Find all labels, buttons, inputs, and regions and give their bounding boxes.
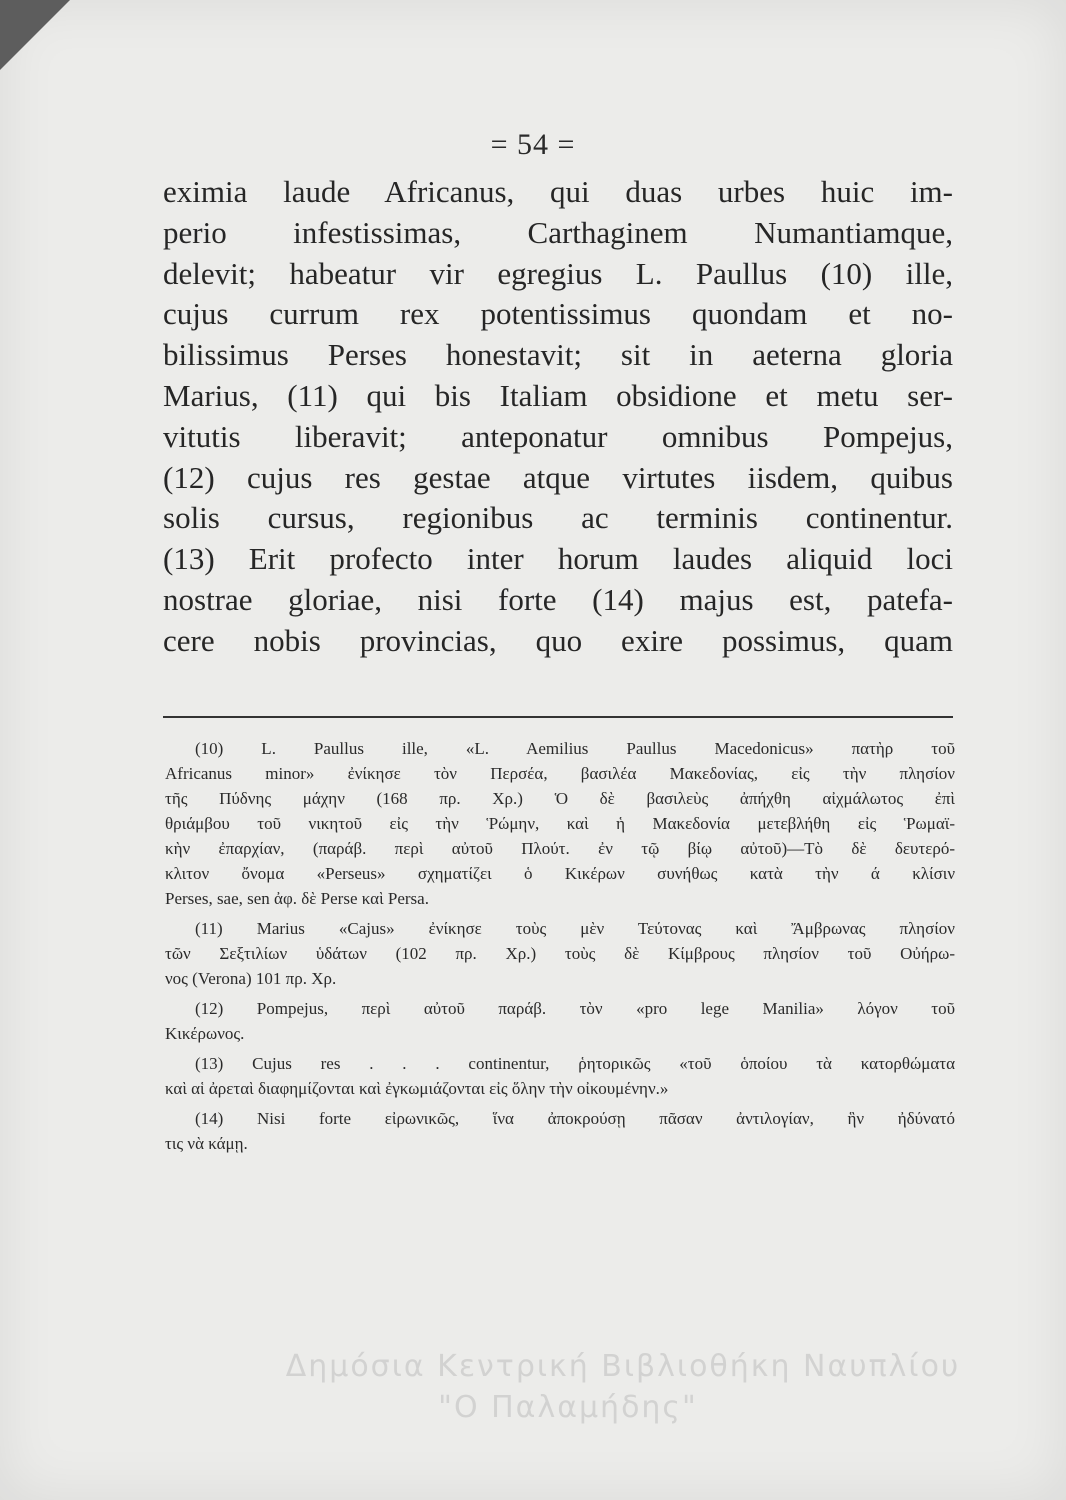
footnote-line: Perses, sae, sen ἀφ. δὲ Perse καὶ Persa.: [165, 889, 429, 908]
text-line: nostrae gloriae, nisi forte (14) majus est, patefa-: [163, 581, 953, 617]
footnote-line: (10) L. Paullus ille, «L. Aemilius Paullus Macedonicus» πατὴρ τοῦ: [195, 739, 955, 758]
footnote-divider: [163, 716, 953, 718]
footnote-line: Africanus minor» ἐνίκησε τὸν Περσέα, βασιλέα Μακεδονίας, εἰς τὴν πλησίον: [165, 764, 955, 783]
text-line: delevit; habeatur vir egregius L. Paullus (10) ille,: [163, 255, 953, 291]
library-watermark-line1: Δημόσια Κεντρική Βιβλιοθήκη Ναυπλίου: [285, 1349, 961, 1384]
footnote-line: Κικέρωνος.: [165, 1024, 245, 1043]
footnote-line: (11) Marius «Cajus» ἐνίκησε τοὺς μὲν Τεύτονας καὶ Ἄμβρωνας πλησίον: [195, 919, 955, 938]
main-text-block: [163, 172, 953, 662]
text-line: vitutis liberavit; anteponatur omnibus Pompejus,: [163, 418, 953, 454]
text-line: Marius, (11) qui bis Italiam obsidione et metu ser-: [163, 377, 953, 413]
text-line: perio infestissimas, Carthaginem Numantiamque,: [163, 214, 953, 250]
footnote-line: θριάμβου τοῦ νικητοῦ εἰς τὴν Ῥώμην, καὶ ἡ Μακεδονία μετεβλήθη εἰς Ῥωμαϊ-: [165, 814, 955, 833]
footnote-line: (14) Nisi forte εἰρωνικῶς, ἵνα ἀποκρούσῃ πᾶσαν ἀντιλογίαν, ἣν ἠδύνατό: [195, 1109, 955, 1128]
footnotes-block: [165, 736, 955, 1156]
library-watermark-line2: "Ο Παλαμήδης": [438, 1390, 698, 1425]
text-line: eximia laude Africanus, qui duas urbes huic im-: [163, 174, 953, 209]
text-line: solis cursus, regionibus ac terminis continentur.: [163, 500, 953, 536]
text-line: (13) Erit profecto inter horum laudes aliquid loci: [163, 541, 953, 577]
footnote-line: (12) Pompejus, περὶ αὐτοῦ παράβ. τὸν «pro lege Manilia» λόγον τοῦ: [195, 999, 955, 1018]
footnote-line: καὶ αἱ ἀρεταὶ διαφημίζονται καὶ ἐγκωμιάζονται εἰς ὅλην τὴν οἰκουμένην.»: [165, 1079, 669, 1098]
footnote-line: νος (Verona) 101 πρ. Χρ.: [165, 969, 337, 988]
page-corner-shadow: [0, 0, 70, 70]
footnote-line: κλιτον ὄνομα «Perseus» σχηματίζει ὁ Κικέρων συνήθως κατὰ τὴν ά κλίσιν: [165, 864, 955, 883]
footnote-line: τῶν Σεξτιλίων ὑδάτων (102 πρ. Χρ.) τοὺς δὲ Κίμβρους πλησίον τοῦ Οὐήρω-: [165, 944, 955, 963]
text-line: cere nobis provincias, quo exire possimus, quam: [163, 622, 953, 658]
text-line: cujus currum rex potentissimus quondam et no-: [163, 296, 953, 332]
footnote-line: κὴν ἐπαρχίαν, (παράβ. περὶ αὐτοῦ Πλούτ. ἐν τῷ βίῳ αὐτοῦ)—Τὸ δὲ δευτερό-: [165, 839, 955, 858]
text-line: bilissimus Perses honestavit; sit in aeterna gloria: [163, 337, 953, 373]
footnote-line: τις νὰ κάμῃ.: [165, 1134, 248, 1153]
page-number: = 54 =: [490, 128, 576, 161]
footnote-line: τῆς Πύδνης μάχην (168 πρ. Χρ.) Ὁ δὲ βασιλεὺς ἀπήχθη αἰχμάλωτος ἐπὶ: [165, 789, 955, 808]
footnote-line: (13) Cujus res . . . continentur, ῥητορικῶς «τοῦ ὁποίου τὰ κατορθώματα: [195, 1054, 955, 1073]
text-line: (12) cujus res gestae atque virtutes iisdem, quibus: [163, 459, 953, 495]
